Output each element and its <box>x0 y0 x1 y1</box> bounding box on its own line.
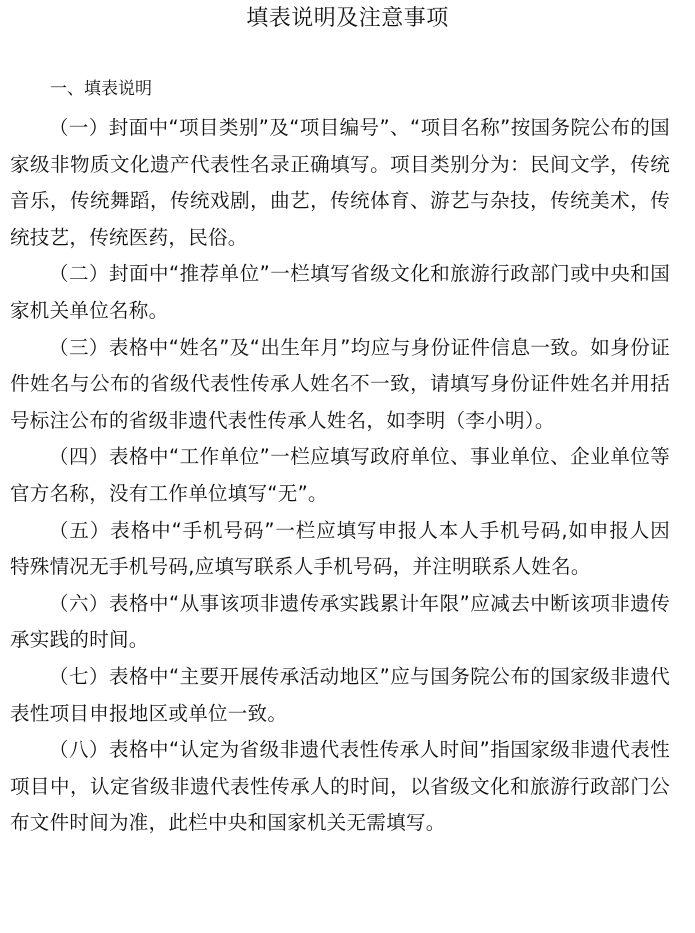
instruction-paragraph-1: （一）封面中“项目类别”及“项目编号”、“项目名称”按国务院公布的国家级非物质文化遗产代表性名录正确填写。项目类别分为：民间文学，传统音乐，传统舞蹈，传统戏剧，曲艺，传统体育、游艺与杂技，传统美术，传统技艺，传统医药，民俗。 <box>10 116 670 249</box>
instruction-paragraph-6: （六）表格中“从事该项非遗传承实践累计年限”应减去中断该项非遗传承实践的时间。 <box>10 591 670 652</box>
document-title: 填表说明及注意事项 <box>246 6 449 31</box>
instruction-paragraph-4: （四）表格中“工作单位”一栏应填写政府单位、事业单位、企业单位等官方名称，没有工作单位填写“无”。 <box>10 445 670 505</box>
instruction-paragraph-7: （七）表格中“主要开展传承活动地区”应与国务院公布的国家级非遗代表性项目申报地区或单位一致。 <box>10 664 670 725</box>
instructions-body <box>10 110 670 842</box>
instruction-paragraph-2: （二）封面中“推荐单位”一栏填写省级文化和旅游行政部门或中央和国家机关单位名称。 <box>10 262 670 322</box>
instruction-paragraph-5: （五）表格中“手机号码”一栏应填写申报人本人手机号码,如申报人因特殊情况无手机号码,应填写联系人手机号码，并注明联系人姓名。 <box>10 518 670 579</box>
instruction-paragraph-3: （三）表格中“姓名”及“出生年月”均应与身份证件信息一致。如身份证件姓名与公布的省级代表性传承人姓名不一致，请填写身份证件姓名并用括号标注公布的省级非遗代表性传承人姓名，如李明（李小明）。 <box>10 335 670 432</box>
section-heading: 一、填表说明 <box>50 79 152 99</box>
instruction-paragraph-8: （八）表格中“认定为省级非遗代表性传承人时间”指国家级非遗代表性项目中，认定省级非遗代表性传承人的时间，以省级文化和旅游行政部门公布文件时间为准，此栏中央和国家机关无需填写。 <box>10 738 670 835</box>
